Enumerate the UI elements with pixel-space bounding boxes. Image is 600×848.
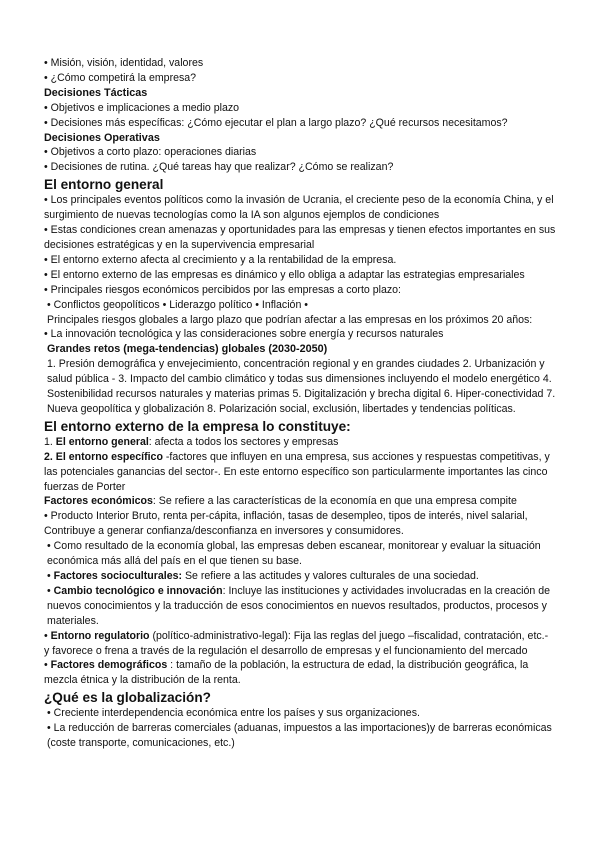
heading-grandes-retos: Grandes retos (mega-tendencias) globales (2030-2050) xyxy=(47,343,328,356)
item-number: 1. xyxy=(44,435,56,448)
bullet-glyph: • xyxy=(44,659,51,672)
paragraph-conflictos: • Conflictos geopolíticos • Liderazgo político • Inflación • xyxy=(47,298,308,311)
paragraph-socioculturales xyxy=(44,569,556,584)
term-demograficos: Factores demográficos xyxy=(50,659,168,672)
paragraph-factores-economicos xyxy=(44,494,556,509)
paragraph-economia-global: • Como resultado de la economía global, las empresas deben escanear, monitorear y evaluar la situación económica más allá del país en el que tienen su base. xyxy=(47,540,541,568)
bullet-objetivos-medio: • Objetivos e implicaciones a medio plazo xyxy=(44,101,240,114)
term-factores-economicos: Factores económicos xyxy=(44,495,153,508)
text-socioculturales: Se refiere a las actitudes y valores culturales de una sociedad. xyxy=(182,570,479,582)
paragraph-entorno-especifico-item xyxy=(44,450,556,495)
bullet-objetivos-corto: • Objetivos a corto plazo: operaciones diarias xyxy=(44,146,257,159)
paragraph-interdependencia: • Creciente interdependencia económica entre los países y sus organizaciones. xyxy=(47,707,420,720)
bullet-decisiones-especificas: • Decisiones más específicas: ¿Cómo ejecutar el plan a largo plazo? ¿Qué recursos necesitamos? xyxy=(44,116,508,129)
heading-entorno-general: El entorno general xyxy=(44,177,164,193)
paragraph-riesgos-largo: Principales riesgos globales a largo plazo que podrían afectar a las empresas en los próximos 20 años: xyxy=(47,313,533,326)
text-entorno-general: : afecta a todos los sectores y empresas xyxy=(148,435,339,448)
heading-decisiones-tacticas: Decisiones Tácticas xyxy=(44,86,148,99)
term-cambio-tecnologico: Cambio tecnológico e innovación xyxy=(53,584,223,597)
paragraph-demograficos xyxy=(44,658,556,688)
text-cambio-tecnologico: : Incluye las instituciones y actividades involucradas en la creación de nuevos conocimientos y la traducción de esos conocimientos en nuevos resultados, productos, procesos y materiales. xyxy=(47,584,551,627)
paragraph-entorno-regulatorio xyxy=(44,629,556,659)
heading-entorno-externo: El entorno externo de la empresa lo constituye: xyxy=(44,418,351,434)
paragraph-pib: • Producto Interior Bruto, renta per-cápita, inflación, tasas de desempleo, tipos de interés, nivel salarial, Contribuye a generar confianza/desconfianza en inversores y consumidores. xyxy=(44,510,528,538)
term-socioculturales: Factores socioculturales: xyxy=(53,570,183,582)
paragraph-barreras: • La reducción de barreras comerciales (aduanas, impuestos a las importaciones)y de barreras económicas (coste transporte, comunicaciones, etc.) xyxy=(47,722,552,750)
heading-decisiones-operativas: Decisiones Operativas xyxy=(44,131,160,144)
paragraph-retos-lista: 1. Presión demográfica y envejecimiento, concentración regional y en grandes ciudades 2. Urbanización y salud pública - 3. Impacto del cambio climático y todas sus dimensiones incluyendo el modelo energético 4. Sostenibilidad recursos naturales y materias primas 5. Digitalización y brecha digital 6. Hiper-conectividad 7. Nueva geopolítica y globalización 8. Polarización social, exclusión, libertades y tendencias políticas. xyxy=(47,358,556,415)
bullet-competira: • ¿Cómo competirá la empresa? xyxy=(44,71,197,84)
paragraph-riesgos-corto: • Principales riesgos económicos percibidos por las empresas a corto plazo: xyxy=(44,283,402,296)
term-entorno-general: El entorno general xyxy=(55,435,149,448)
text-demograficos: : tamaño de la población, la estructura de edad, la distribución geográfica, la mezcla étnica y la distribución de la renta. xyxy=(44,659,529,687)
paragraph-crecimiento: • El entorno externo afecta al crecimiento y a la rentabilidad de la empresa. xyxy=(44,253,397,266)
bullet-glyph: • xyxy=(44,629,51,642)
paragraph-eventos: • Los principales eventos políticos como la invasión de Ucrania, el creciente peso de la economía China, y el surgimiento de nuevas tecnologías como la IA son algunos ejemplos de condiciones xyxy=(44,194,554,222)
paragraph-dinamico: • El entorno externo de las empresas es dinámico y ello obliga a adaptar las estrategias empresariales xyxy=(44,268,525,281)
paragraph-amenazas: • Estas condiciones crean amenazas y oportunidades para las empresas y tienen efectos importantes en sus decisiones estratégicas y en la supervivencia empresarial xyxy=(44,224,556,251)
bullet-mision: • Misión, visión, identidad, valores xyxy=(44,57,204,69)
term-entorno-especifico: 2. El entorno específico xyxy=(44,450,163,463)
text-entorno-especifico: -factores que influyen en una empresa, sus acciones y respuestas competitivas, y las potenciales ganancias del sector-. En este entorno específico son particularmente importantes las cinco fuerzas de Porter xyxy=(44,450,550,493)
bullet-glyph: • xyxy=(47,584,54,597)
term-entorno-regulatorio: Entorno regulatorio xyxy=(50,629,150,642)
paragraph-innovacion: • La innovación tecnológica y las consideraciones sobre energía y recursos naturales xyxy=(44,328,444,341)
heading-globalizacion: ¿Qué es la globalización? xyxy=(44,690,211,706)
paragraph-cambio-tecnologico xyxy=(44,584,556,629)
bullet-glyph: • xyxy=(47,570,54,582)
text-factores-economicos: : Se refiere a las características de la economía en que una empresa compite xyxy=(152,495,517,508)
bullet-decisiones-rutina: • Decisiones de rutina. ¿Qué tareas hay que realizar? ¿Cómo se realizan? xyxy=(44,161,394,174)
text-entorno-regulatorio: (político-administrativo-legal): Fija las reglas del juego –fiscalidad, contratación, etc.- y favorece o frena a través de la regulación el desarrollo de empresas y el funcionamiento del mercado xyxy=(44,629,549,657)
paragraph-entorno-general-item xyxy=(44,435,556,450)
